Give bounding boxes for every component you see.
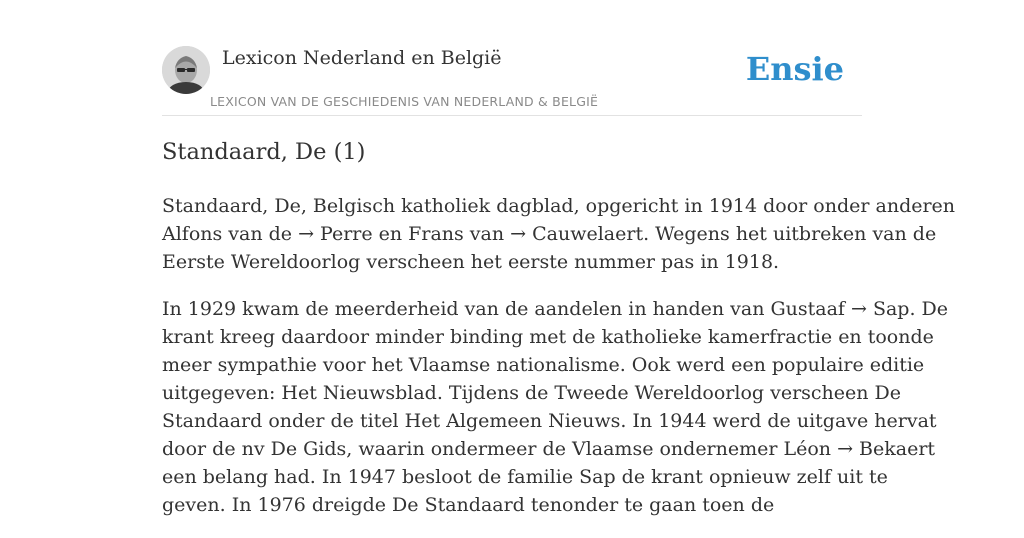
text-line: In 1929 kwam de meerderheid van de aandelen in handen van Gustaaf → Sap. De	[162, 298, 949, 320]
site-subtitle: LEXICON VAN DE GESCHIEDENIS VAN NEDERLAND & BELGIË	[210, 94, 599, 109]
text-line: uitgegeven: Het Nieuwsblad. Tijdens de Tweede Wereldoorlog verscheen De	[162, 382, 902, 404]
text-line: meer sympathie voor het Vlaamse nationalisme. Ook werd een populaire editie	[162, 354, 925, 376]
author-avatar[interactable]	[162, 46, 210, 94]
text-line: geven. In 1976 dreigde De Standaard tenonder te gaan toen de	[162, 494, 775, 516]
text-line: een belang had. In 1947 besloot de familie Sap de krant opnieuw zelf uit te	[162, 466, 888, 488]
text-line: krant kreeg daardoor minder binding met de katholieke kamerfractie en toonde	[162, 326, 934, 348]
site-header	[162, 44, 862, 116]
article-body	[162, 192, 956, 538]
text-line: door de nv De Gids, waarin ondermeer de Vlaamse ondernemer Léon → Bekaert	[162, 438, 936, 460]
paragraph	[162, 192, 956, 276]
paragraph	[162, 295, 949, 519]
ensie-logo[interactable]: Ensie	[745, 50, 844, 88]
text-line: Standaard onder de titel Het Algemeen Nieuws. In 1944 werd de uitgave hervat	[162, 410, 937, 432]
site-title[interactable]: Lexicon Nederland en België	[222, 47, 502, 69]
text-line: Alfons van de → Perre en Frans van → Cauwelaert. Wegens het uitbreken van de	[162, 223, 937, 245]
text-line: Standaard, De, Belgisch katholiek dagblad, opgericht in 1914 door onder anderen	[162, 195, 956, 217]
avatar-portrait-icon	[162, 46, 210, 94]
text-line: Eerste Wereldoorlog verscheen het eerste nummer pas in 1918.	[162, 251, 780, 273]
article-title: Standaard, De (1)	[162, 139, 366, 165]
